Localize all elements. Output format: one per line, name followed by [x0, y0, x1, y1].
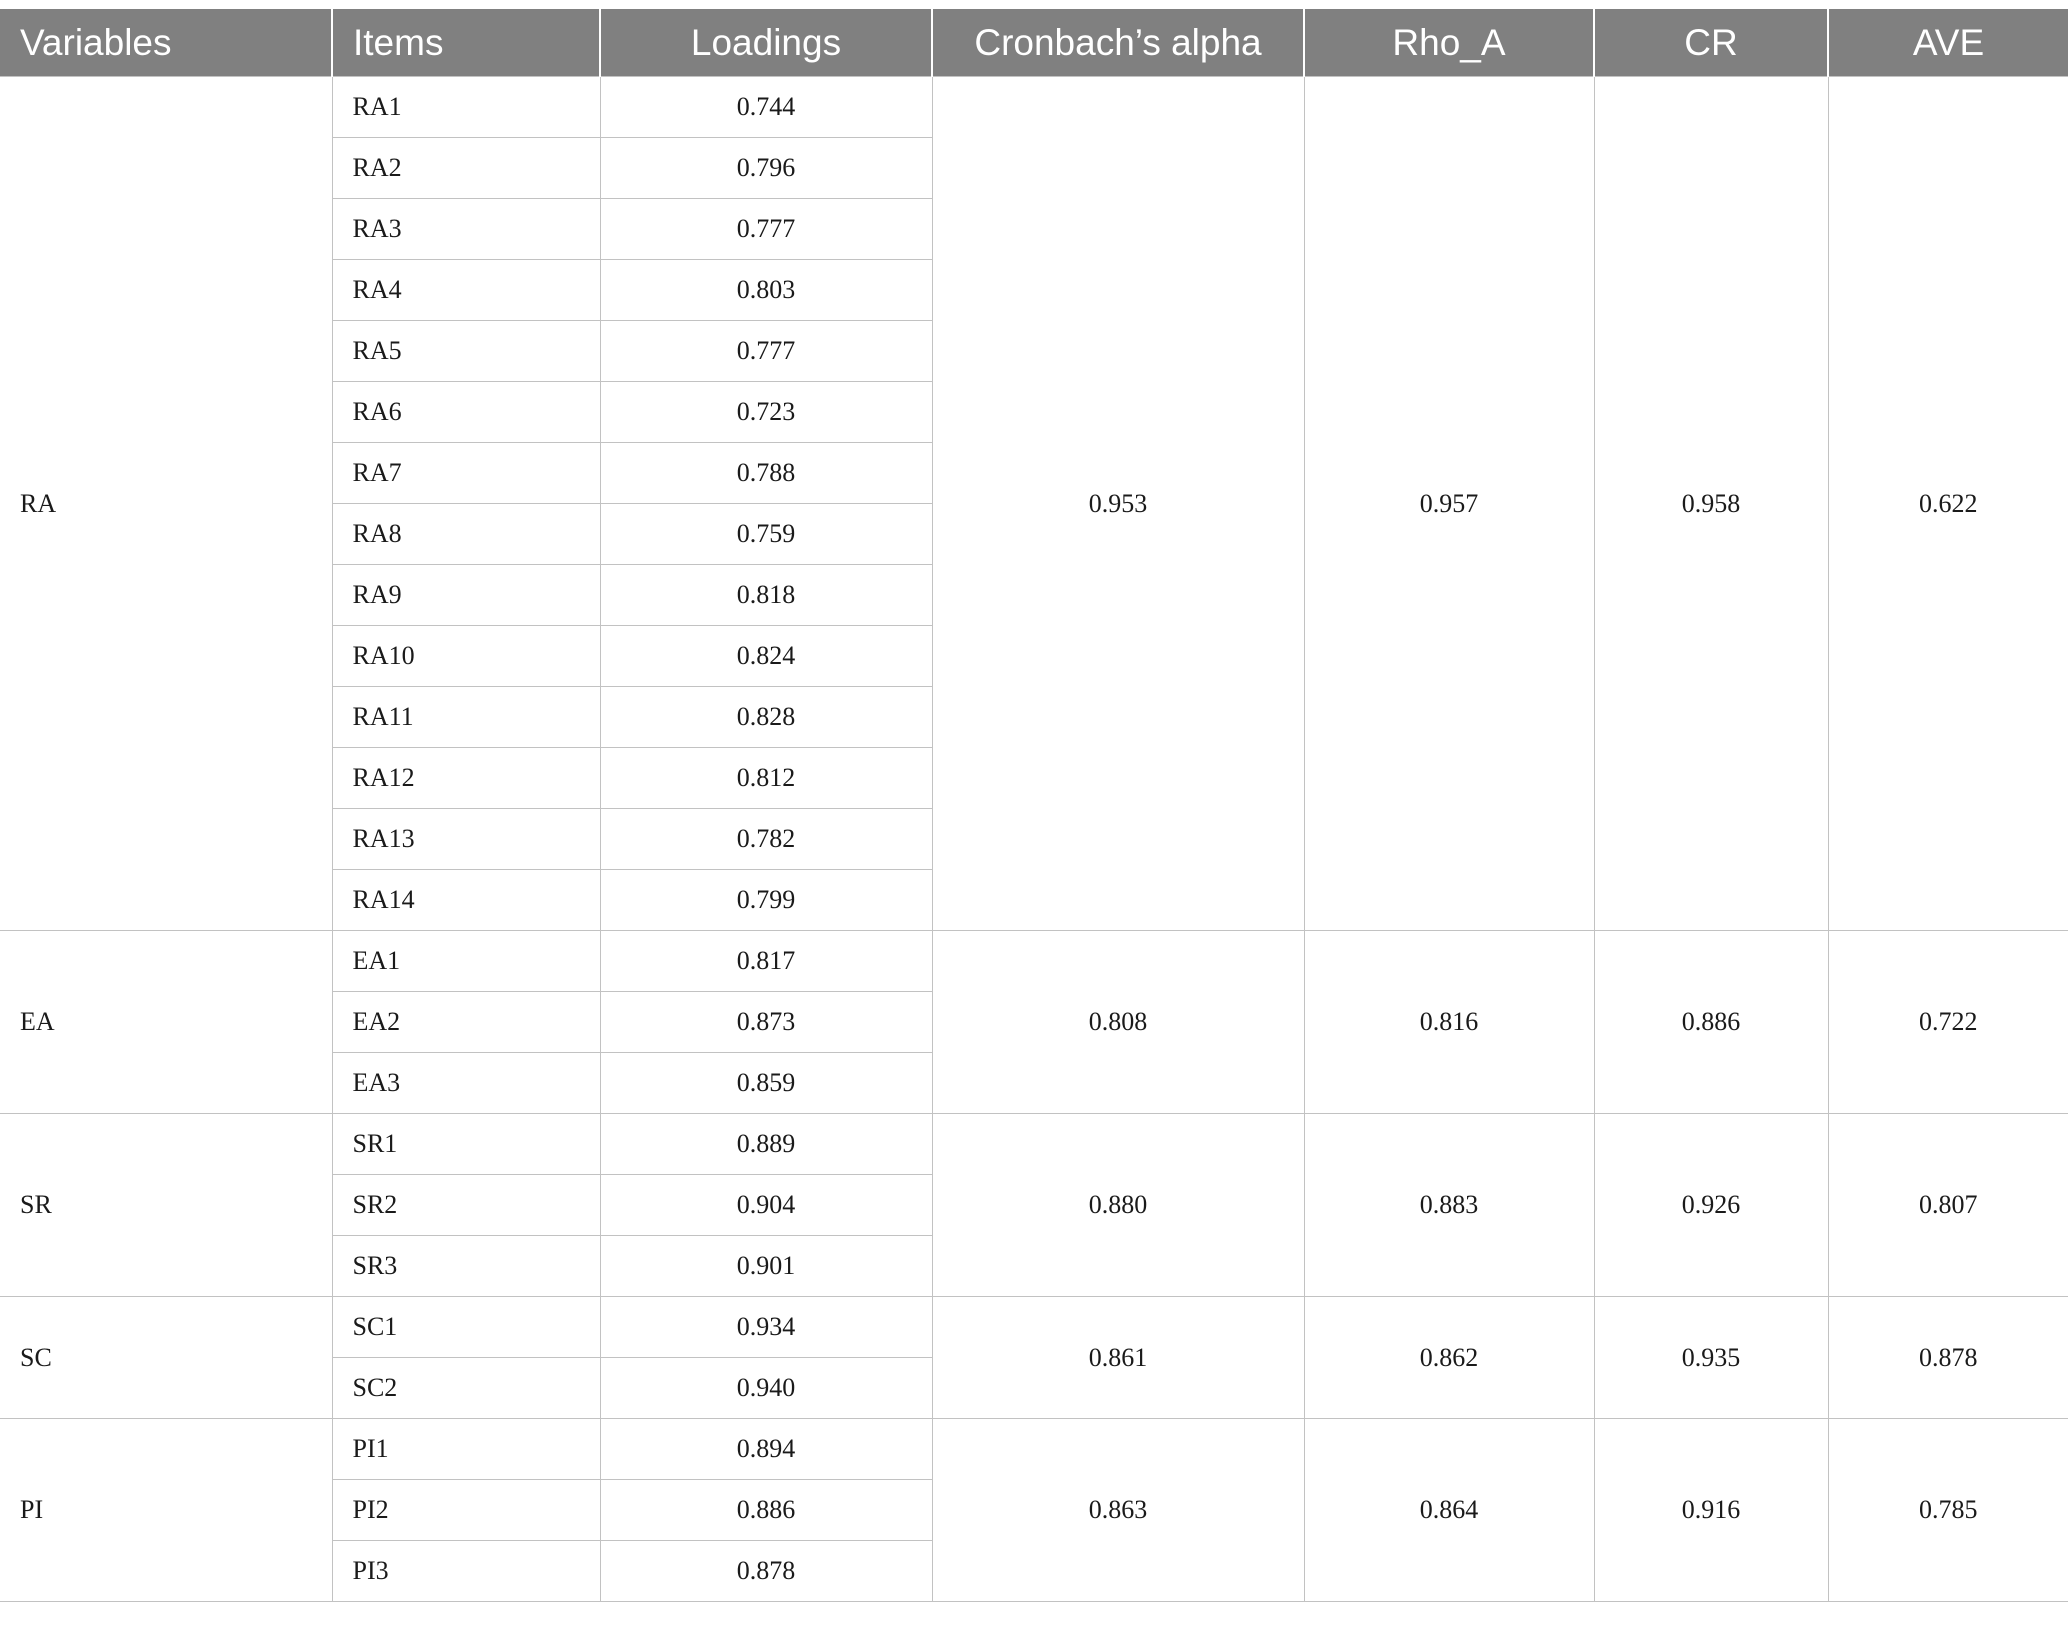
- loading-cell: 0.904: [600, 1175, 932, 1236]
- loading-cell: 0.799: [600, 870, 932, 931]
- item-cell: RA3: [332, 199, 600, 260]
- loading-cell: 0.744: [600, 77, 932, 138]
- item-cell: RA4: [332, 260, 600, 321]
- item-cell: RA11: [332, 687, 600, 748]
- loading-cell: 0.782: [600, 809, 932, 870]
- ave-cell: 0.878: [1828, 1297, 2068, 1419]
- item-cell: RA13: [332, 809, 600, 870]
- cr-cell: 0.886: [1594, 931, 1828, 1114]
- item-cell: RA2: [332, 138, 600, 199]
- header-cr: CR: [1594, 9, 1828, 77]
- rho-a-cell: 0.862: [1304, 1297, 1594, 1419]
- item-cell: RA14: [332, 870, 600, 931]
- table-row: [0, 1297, 2068, 1358]
- cr-cell: 0.926: [1594, 1114, 1828, 1297]
- item-cell: RA8: [332, 504, 600, 565]
- loading-cell: 0.818: [600, 565, 932, 626]
- item-cell: EA2: [332, 992, 600, 1053]
- cronbachs-alpha-cell: 0.808: [932, 931, 1304, 1114]
- loading-cell: 0.894: [600, 1419, 932, 1480]
- cr-cell: 0.935: [1594, 1297, 1828, 1419]
- loading-cell: 0.777: [600, 321, 932, 382]
- header-cronbachs-alpha: Cronbach’s alpha: [932, 9, 1304, 77]
- variable-cell: SC: [0, 1297, 332, 1419]
- rho-a-cell: 0.883: [1304, 1114, 1594, 1297]
- item-cell: RA12: [332, 748, 600, 809]
- rho-a-cell: 0.816: [1304, 931, 1594, 1114]
- cronbachs-alpha-cell: 0.863: [932, 1419, 1304, 1602]
- loading-cell: 0.824: [600, 626, 932, 687]
- loading-cell: 0.759: [600, 504, 932, 565]
- cronbachs-alpha-cell: 0.861: [932, 1297, 1304, 1419]
- ave-cell: 0.622: [1828, 77, 2068, 931]
- item-cell: PI1: [332, 1419, 600, 1480]
- loading-cell: 0.889: [600, 1114, 932, 1175]
- loading-cell: 0.901: [600, 1236, 932, 1297]
- loading-cell: 0.828: [600, 687, 932, 748]
- table-row: [0, 931, 2068, 992]
- results-table: [0, 9, 2068, 1602]
- loading-cell: 0.940: [600, 1358, 932, 1419]
- table-row: [0, 77, 2068, 138]
- ave-cell: 0.807: [1828, 1114, 2068, 1297]
- cr-cell: 0.916: [1594, 1419, 1828, 1602]
- item-cell: PI2: [332, 1480, 600, 1541]
- header-items: Items: [332, 9, 600, 77]
- item-cell: SR2: [332, 1175, 600, 1236]
- item-cell: SC1: [332, 1297, 600, 1358]
- table-body: [0, 77, 2068, 1602]
- loading-cell: 0.723: [600, 382, 932, 443]
- rho-a-cell: 0.957: [1304, 77, 1594, 931]
- item-cell: RA1: [332, 77, 600, 138]
- cronbachs-alpha-cell: 0.953: [932, 77, 1304, 931]
- ave-cell: 0.785: [1828, 1419, 2068, 1602]
- header-ave: AVE: [1828, 9, 2068, 77]
- item-cell: SR1: [332, 1114, 600, 1175]
- variable-cell: PI: [0, 1419, 332, 1602]
- header-row: [0, 9, 2068, 77]
- loading-cell: 0.803: [600, 260, 932, 321]
- loading-cell: 0.777: [600, 199, 932, 260]
- cronbachs-alpha-cell: 0.880: [932, 1114, 1304, 1297]
- variable-cell: EA: [0, 931, 332, 1114]
- loading-cell: 0.796: [600, 138, 932, 199]
- loading-cell: 0.817: [600, 931, 932, 992]
- item-cell: EA3: [332, 1053, 600, 1114]
- table-header: [0, 9, 2068, 77]
- table-row: [0, 1114, 2068, 1175]
- item-cell: PI3: [332, 1541, 600, 1602]
- item-cell: RA9: [332, 565, 600, 626]
- loading-cell: 0.873: [600, 992, 932, 1053]
- variable-cell: RA: [0, 77, 332, 931]
- header-rho-a: Rho_A: [1304, 9, 1594, 77]
- item-cell: RA6: [332, 382, 600, 443]
- item-cell: EA1: [332, 931, 600, 992]
- ave-cell: 0.722: [1828, 931, 2068, 1114]
- item-cell: SC2: [332, 1358, 600, 1419]
- loading-cell: 0.812: [600, 748, 932, 809]
- item-cell: RA10: [332, 626, 600, 687]
- item-cell: RA5: [332, 321, 600, 382]
- item-cell: RA7: [332, 443, 600, 504]
- loading-cell: 0.886: [600, 1480, 932, 1541]
- loading-cell: 0.788: [600, 443, 932, 504]
- item-cell: SR3: [332, 1236, 600, 1297]
- header-loadings: Loadings: [600, 9, 932, 77]
- loading-cell: 0.934: [600, 1297, 932, 1358]
- header-variables: Variables: [0, 9, 332, 77]
- loading-cell: 0.859: [600, 1053, 932, 1114]
- variable-cell: SR: [0, 1114, 332, 1297]
- loading-cell: 0.878: [600, 1541, 932, 1602]
- rho-a-cell: 0.864: [1304, 1419, 1594, 1602]
- cr-cell: 0.958: [1594, 77, 1828, 931]
- table-row: [0, 1419, 2068, 1480]
